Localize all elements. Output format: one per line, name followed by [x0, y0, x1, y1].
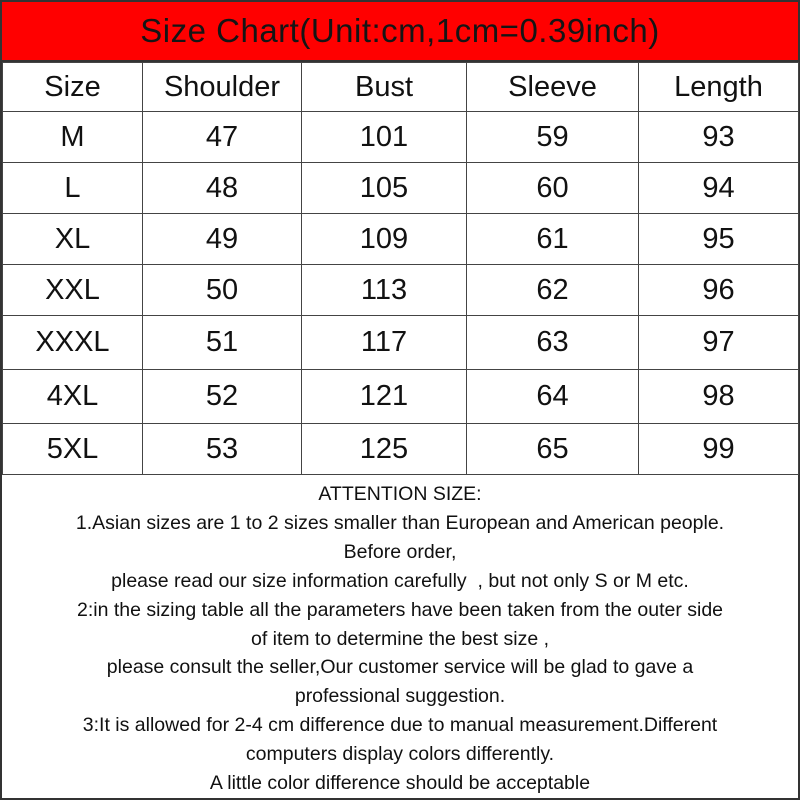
table-row: [3, 424, 799, 475]
cell-shoulder: 50: [143, 265, 302, 316]
cell-size: 5XL: [3, 424, 143, 475]
table-row: [3, 112, 799, 163]
cell-length: 98: [639, 370, 799, 424]
cell-length: 93: [639, 112, 799, 163]
cell-sleeve: 62: [467, 265, 639, 316]
cell-length: 94: [639, 163, 799, 214]
cell-sleeve: 59: [467, 112, 639, 163]
header-shoulder: Shoulder: [143, 63, 302, 112]
table-row: [3, 370, 799, 424]
attention-heading: ATTENTION SIZE:: [318, 483, 482, 505]
cell-bust: 109: [302, 214, 467, 265]
cell-length: 95: [639, 214, 799, 265]
table-row: [3, 265, 799, 316]
cell-size: XXL: [3, 265, 143, 316]
cell-length: 96: [639, 265, 799, 316]
size-table: [2, 62, 799, 475]
cell-shoulder: 48: [143, 163, 302, 214]
chart-title: Size Chart(Unit:cm,1cm=0.39inch): [140, 12, 660, 49]
cell-bust: 113: [302, 265, 467, 316]
cell-shoulder: 51: [143, 316, 302, 370]
cell-size: L: [3, 163, 143, 214]
cell-bust: 125: [302, 424, 467, 475]
cell-bust: 121: [302, 370, 467, 424]
cell-shoulder: 47: [143, 112, 302, 163]
table-row: [3, 214, 799, 265]
header-size: Size: [3, 63, 143, 112]
cell-bust: 105: [302, 163, 467, 214]
table-row: [3, 163, 799, 214]
note-line: professional suggestion.: [294, 685, 506, 708]
cell-length: 97: [639, 316, 799, 370]
cell-sleeve: 61: [467, 214, 639, 265]
note-line: 1.Asian sizes are 1 to 2 sizes smaller than European and American people.: [75, 511, 725, 534]
cell-shoulder: 49: [143, 214, 302, 265]
table-row: [3, 316, 799, 370]
note-line: Before order,: [343, 540, 457, 563]
note-line: please consult the seller,Our customer service will be glad to gave a: [106, 656, 694, 679]
note-line: of item to determine the best size ,: [250, 627, 550, 650]
cell-bust: 117: [302, 316, 467, 370]
note-line: 3:It is allowed for 2-4 cm difference due to manual measurement.Different: [82, 714, 718, 737]
header-length: Length: [639, 63, 799, 112]
cell-size: XL: [3, 214, 143, 265]
cell-size: XXXL: [3, 316, 143, 370]
cell-bust: 101: [302, 112, 467, 163]
header-bust: Bust: [302, 63, 467, 112]
note-line: please read our size information carefully , but not only S or M etc.: [111, 569, 689, 592]
cell-size: M: [3, 112, 143, 163]
note-line: A little color difference should be acceptable: [209, 772, 591, 795]
cell-sleeve: 63: [467, 316, 639, 370]
cell-shoulder: 52: [143, 370, 302, 424]
cell-sleeve: 65: [467, 424, 639, 475]
title-bar: [2, 2, 798, 62]
table-header-row: [3, 63, 799, 112]
cell-length: 99: [639, 424, 799, 475]
header-sleeve: Sleeve: [467, 63, 639, 112]
attention-notes: [2, 480, 798, 798]
note-line: 2:in the sizing table all the parameters have been taken from the outer side: [76, 598, 724, 621]
cell-sleeve: 64: [467, 370, 639, 424]
cell-sleeve: 60: [467, 163, 639, 214]
note-line: computers display colors differently.: [245, 743, 555, 766]
cell-size: 4XL: [3, 370, 143, 424]
cell-shoulder: 53: [143, 424, 302, 475]
